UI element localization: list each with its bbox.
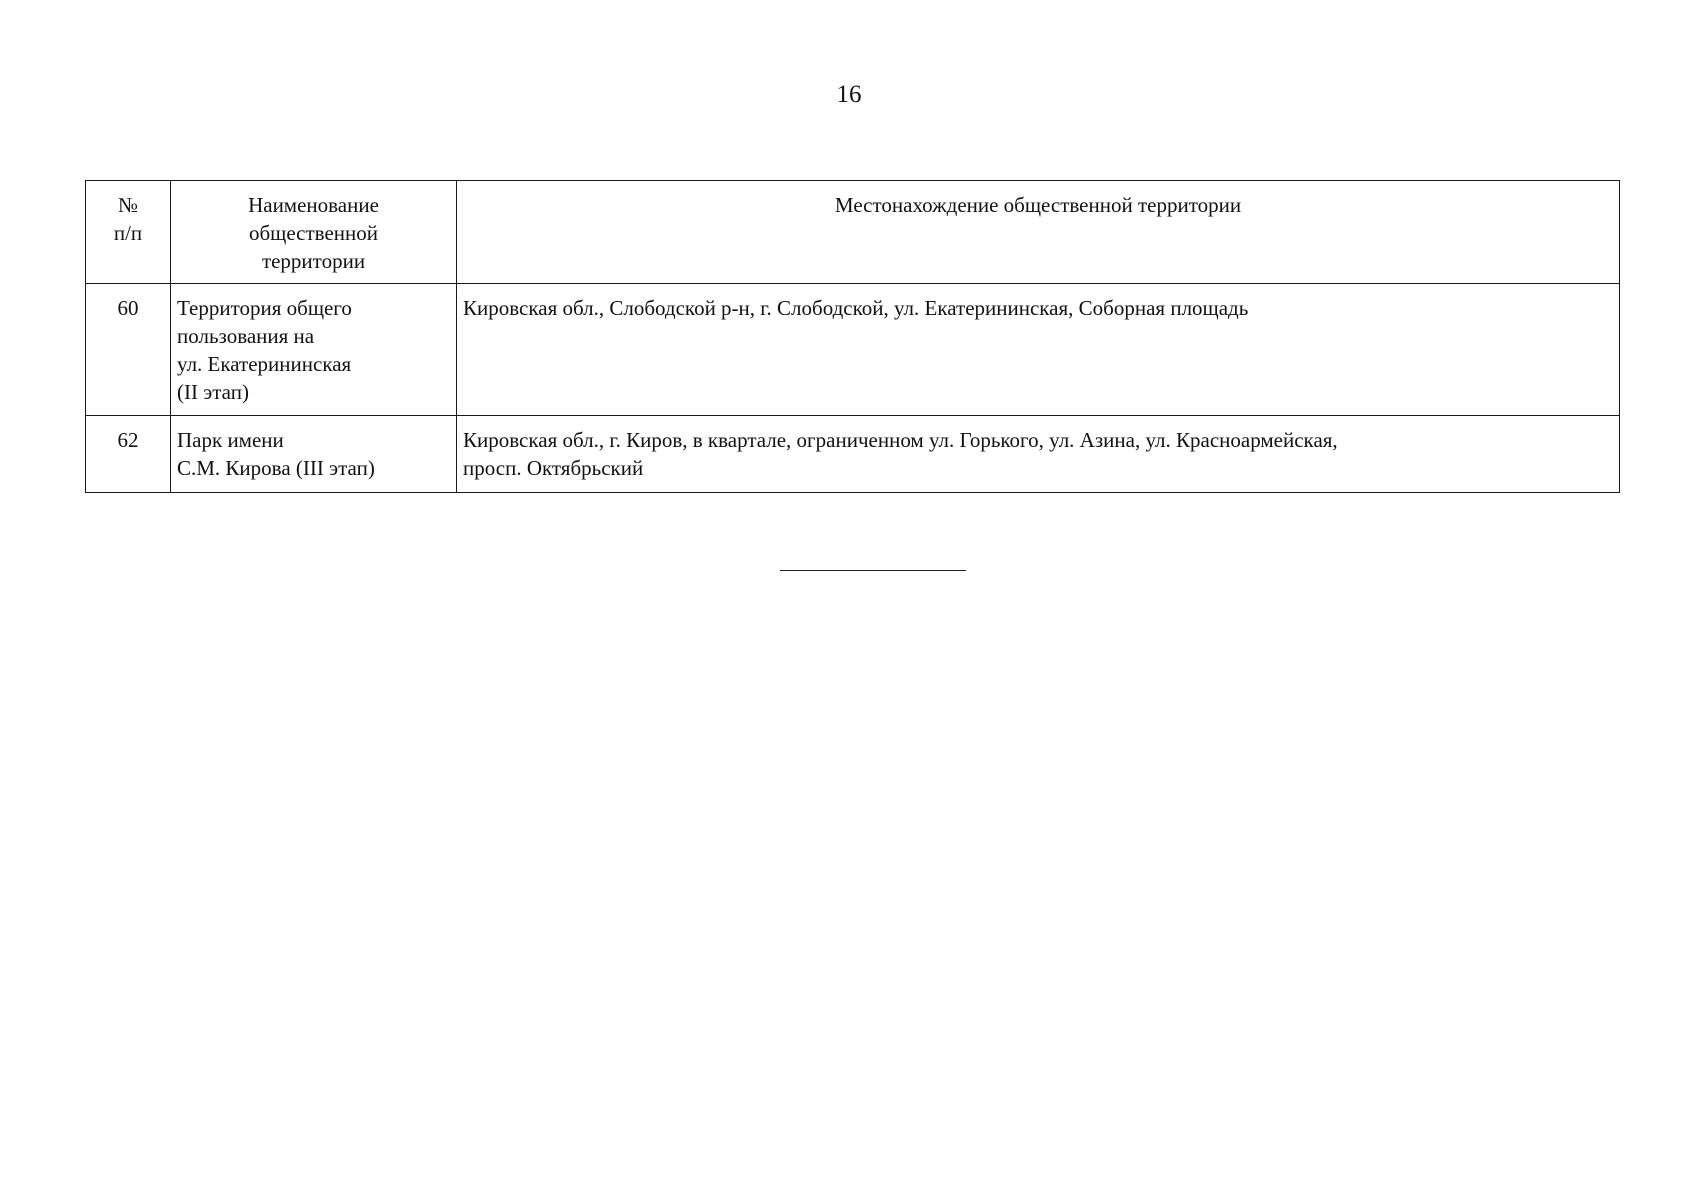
territories-table: [85, 180, 1620, 493]
table-row: [86, 284, 1620, 416]
header-number: [86, 181, 171, 284]
header-location: [457, 181, 1620, 284]
header-name: [171, 181, 457, 284]
territory-name: Территория общего пользования на ул. Екатерининская (II этап): [171, 284, 457, 416]
header-name-label: Наименование общественной территории: [248, 193, 379, 273]
end-divider-line: [780, 570, 966, 571]
territory-name: Парк имени С.М. Кирова (III этап): [171, 416, 457, 493]
territory-location: Кировская обл., г. Киров, в квартале, ограниченном ул. Горького, ул. Азина, ул. Красноармейская, просп. Октябрьский: [457, 416, 1620, 493]
header-location-label: Местонахождение общественной территории: [834, 193, 1242, 217]
table-row: [86, 416, 1620, 493]
page-number: 16: [836, 81, 862, 108]
header-number-label: № п/п: [113, 193, 143, 245]
row-number: 60: [86, 284, 171, 416]
territory-location: Кировская обл., Слободской р-н, г. Слободской, ул. Екатерининская, Соборная площадь: [457, 284, 1620, 416]
table-header-row: [86, 181, 1620, 284]
row-number: 62: [86, 416, 171, 493]
